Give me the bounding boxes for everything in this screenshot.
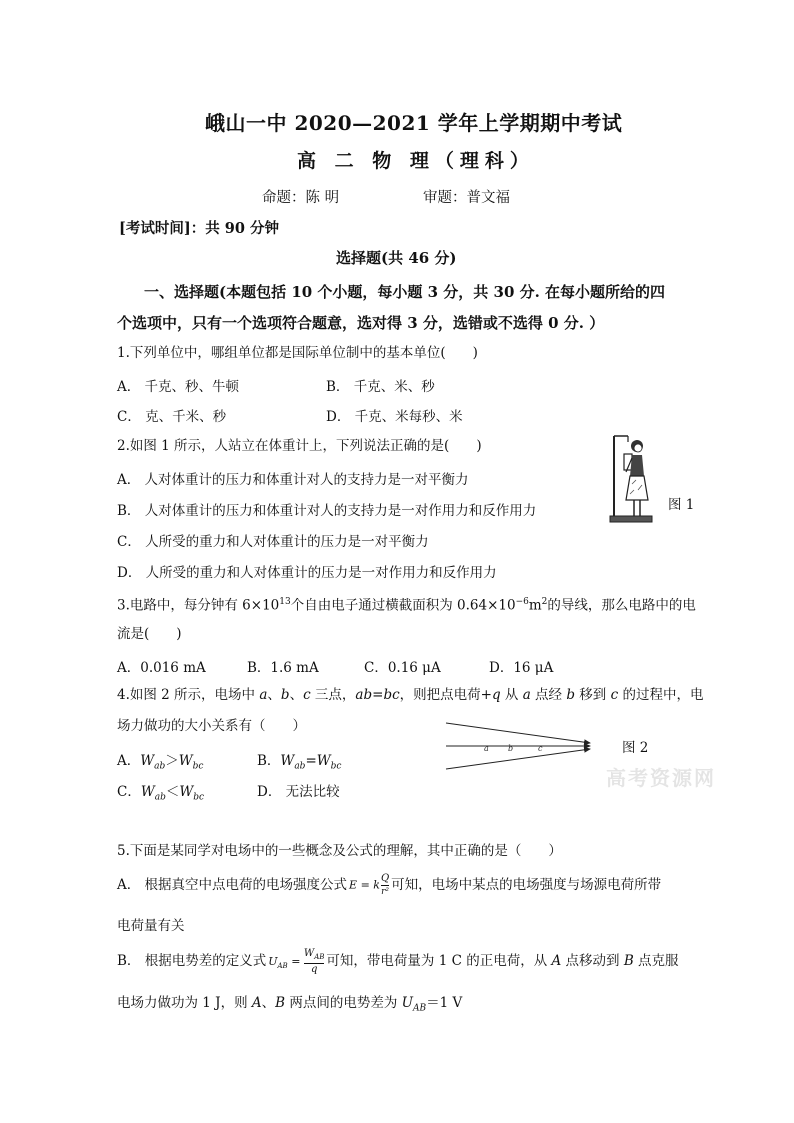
q4-a-sub1: ab (154, 761, 166, 772)
q4-stem-line2: 场力做功的大小关系有（ ） (117, 718, 306, 734)
q5-f2-fraction (304, 948, 324, 976)
q4-text-3: 、 (289, 687, 304, 703)
q5-b2-b: 、 (261, 995, 276, 1011)
q4-b-sub2: bc (330, 761, 342, 772)
fig2-point-c: c (538, 744, 543, 753)
q1-option-c: C． 克、千米、秒 (117, 409, 227, 425)
q4-var-b2: b (566, 687, 576, 703)
q4-text-4: 三点， (310, 687, 356, 703)
q4-var-ab: ab (355, 687, 373, 703)
q4-b-eq: = (305, 753, 317, 769)
q4-option-b (257, 749, 341, 772)
q2-option-a: A． 人对体重计的压力和体重计对人的支持力是一对平衡力 (117, 472, 469, 488)
q4-text-1: 4.如图 2 所示，电场中 (117, 687, 260, 703)
q5-b-a: A (551, 953, 562, 969)
q4-var-a: a (259, 687, 268, 703)
q3-stem-line2: 流是( ) (117, 626, 182, 642)
author: 命题：陈 明 (262, 190, 340, 206)
q4-option-d: D． 无法比较 (257, 784, 340, 800)
q3-stem-d: 的导线，那么电路中的电 (547, 597, 696, 614)
q5-f2-eq: = (287, 954, 304, 968)
q2-stem: 2.如图 1 所示，人站立在体重计上，下列说法正确的是( ) (117, 438, 482, 454)
q3-option-c: C．0.16 μA (364, 660, 441, 676)
q5-option-a (117, 870, 661, 900)
q4-a-prefix: A． (117, 753, 141, 769)
q2-option-d: D． 人所受的重力和人对体重计的压力是一对作用力和反作用力 (117, 565, 497, 581)
section-intro-line1: 一、选择题(本题包括 10 个小题，每小题 3 分，共 30 分. 在每小题所给的四 (144, 283, 666, 301)
q4-a-w2: W (178, 753, 193, 769)
q4-var-c: c (303, 687, 311, 703)
q1-option-d: D． 千克、米每秒、米 (326, 409, 463, 425)
q5-f2-u: U (268, 954, 278, 968)
q4-c-sub1: ab (154, 792, 166, 803)
q5-b2-B: B (275, 995, 286, 1011)
q5-f2-q: q (310, 963, 318, 975)
q5-b-post3: 点克服 (633, 953, 679, 969)
q5-option-b (117, 946, 679, 976)
q3-stem-b: 个自由电子通过横截面积为 0.64×10 (290, 597, 516, 614)
q5-f2-ab: AB (277, 961, 288, 970)
q5-option-a-line2: 电荷量有关 (117, 918, 185, 934)
q4-stem (117, 687, 703, 703)
q3-stem-c: m (528, 597, 542, 614)
reviewer: 审题：普文福 (423, 190, 510, 206)
q4-c-sub2: bc (193, 792, 205, 803)
q4-c-lt: ＜ (165, 784, 180, 800)
q4-var-b: b (280, 687, 290, 703)
q4-text-8: 移到 (575, 687, 611, 703)
q1-option-a: A． 千克、秒、牛顿 (117, 379, 240, 395)
q3-stem (117, 594, 696, 614)
q5-a-pre: A． 根据真空中点电荷的电场强度公式 (117, 877, 348, 893)
fig2-point-a: a (484, 744, 489, 753)
q5-f2-w: W (303, 947, 315, 959)
q4-text-6: 从 (500, 687, 523, 703)
q4-var-bc: bc (383, 687, 400, 703)
fig2-point-b: b (508, 744, 514, 753)
q3-sup2: −6 (515, 597, 529, 607)
q4-eq: = (372, 687, 384, 703)
q5-f2-wab: AB (314, 952, 325, 961)
page-title: 峨山一中 2020—2021 学年上学期期中考试 (205, 111, 623, 135)
q3-option-a: A．0.016 mA (117, 660, 206, 676)
figure2-label: 图 2 (622, 740, 649, 756)
q4-a-gt: ＞ (165, 753, 179, 769)
q4-var-q: q (491, 687, 501, 703)
q5-f1-eq: = (357, 878, 374, 892)
q4-b-w1: W (280, 753, 295, 769)
q5-a-post: 可知，电场中某点的电场强度与场源电荷所带 (391, 877, 662, 893)
q4-c-prefix: C． (117, 784, 141, 800)
q2-option-b: B． 人对体重计的压力和体重计对人的支持力是一对作用力和反作用力 (117, 503, 537, 519)
q5-b2-u: U (401, 995, 414, 1011)
q4-b-prefix: B． (257, 753, 281, 769)
q3-sup1: 13 (279, 597, 291, 607)
q3-stem-a: 3.电路中，每分钟有 6×10 (117, 597, 280, 614)
page-subtitle: 高 二 物 理（理科） (297, 150, 535, 172)
q5-b-post1: 可知，带电荷量为 1 C 的正电荷，从 (326, 953, 552, 969)
q4-text-2: 、 (267, 687, 281, 703)
section-intro-line2: 个选项中，只有一个选项符合题意，选对得 3 分，选错或不选得 0 分. ） (117, 314, 605, 332)
q5-b-pre: B． 根据电势差的定义式 (117, 953, 267, 969)
q4-b-w2: W (316, 753, 331, 769)
q4-c-w1: W (140, 784, 155, 800)
q5-b2-c: 两点间的电势差为 (285, 995, 402, 1011)
q5-f1-k: k (373, 878, 380, 892)
q4-option-a (117, 749, 203, 772)
q4-c-w2: W (179, 784, 194, 800)
q5-b2-A: A (251, 995, 262, 1011)
q4-text-5: ，则把点电荷+ (399, 687, 492, 703)
q5-b2-usub: AB (413, 1003, 427, 1014)
section-title: 选择题(共 46 分) (336, 249, 457, 267)
q4-option-c (117, 780, 204, 803)
q2-option-c: C． 人所受的重力和人对体重计的压力是一对平衡力 (117, 534, 429, 550)
q5-b2-a: 电场力做功为 1 J，则 (117, 995, 252, 1011)
q5-b2-d: ＝1 V (426, 995, 463, 1011)
q5-f1-r: r² (381, 887, 390, 897)
q3-sup3: 2 (541, 597, 548, 607)
q5-formula-e-field (349, 873, 389, 898)
q5-f1-fraction (381, 873, 389, 898)
q3-option-b: B．1.6 mA (247, 660, 319, 676)
q5-formula-potential-difference (268, 948, 324, 976)
figure2-electric-field-lines (440, 718, 600, 774)
q5-f1-e: E (349, 878, 358, 892)
q5-f2-numerator (304, 948, 324, 964)
q5-b-post2: 点移动到 (561, 953, 624, 969)
q5-b-b: B (623, 953, 634, 969)
figure1-person-on-scale-illustration (604, 432, 664, 528)
q4-b-sub1: ab (294, 761, 306, 772)
watermark: 高考资源网 (606, 766, 716, 790)
exam-time: [考试时间]：共 90 分钟 (119, 220, 279, 237)
q1-option-b: B． 千克、米、秒 (326, 379, 435, 395)
q5-stem: 5.下面是某同学对电场中的一些概念及公式的理解，其中正确的是（ ） (117, 843, 562, 859)
q4-a-sub2: bc (192, 761, 204, 772)
q4-var-a2: a (522, 687, 531, 703)
q4-var-c2: c (610, 687, 619, 703)
q4-text-9: 的过程中，电 (618, 687, 704, 703)
q5-f1-q: Q (380, 873, 390, 884)
q3-option-d: D．16 μA (489, 660, 554, 676)
figure1-label: 图 1 (668, 497, 695, 513)
q4-a-w1: W (140, 753, 155, 769)
q4-text-7: 点经 (530, 687, 567, 703)
q1-stem: 1.下列单位中，哪组单位都是国际单位制中的基本单位( ) (117, 345, 478, 361)
q5-option-b-line2 (117, 991, 462, 1014)
